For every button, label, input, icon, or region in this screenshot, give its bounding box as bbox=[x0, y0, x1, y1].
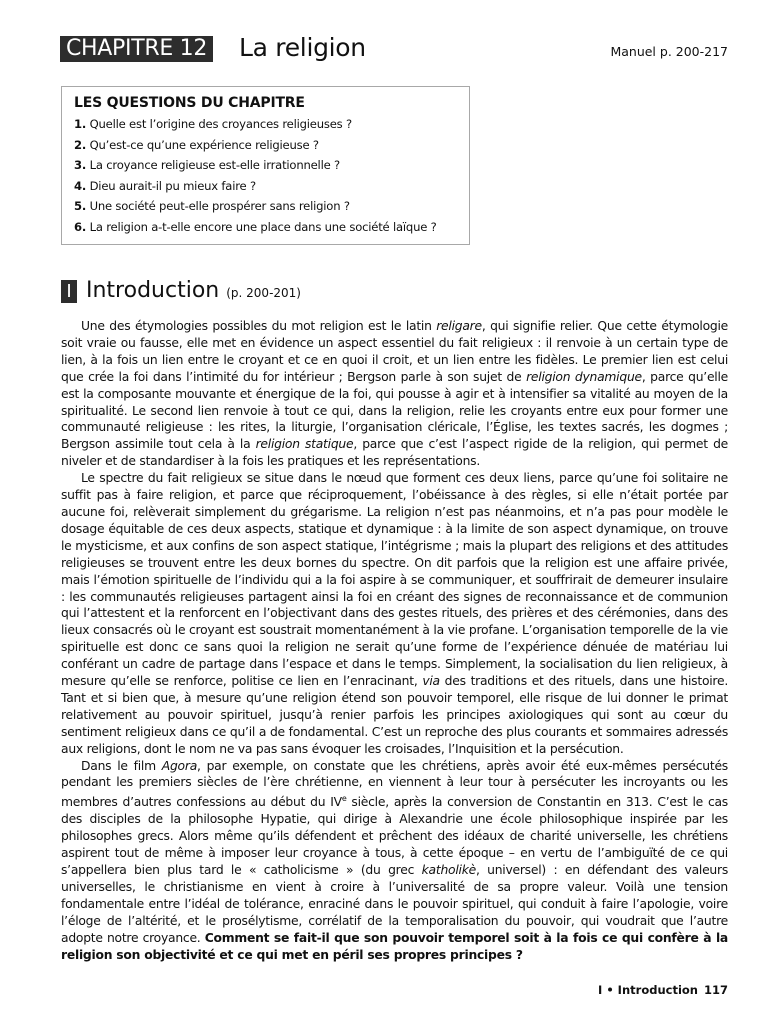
text-run: , parce que c’est l’aspect rigide de la religion, qui permet de niveler et de standardiser à la fois les pratiques et les représentations. bbox=[61, 437, 728, 469]
text-run: Le spectre du fait religieux se situe dans le nœud que forment ces deux liens, parce qu’une foi solitaire ne suffit pas à faire religion, et parce que réciproquement, l’obéissance à des règles, si elle n’était portée par aucune foi, relèverait simplement du grégarisme. La religion n’est pas néanmoins, et n’a pas pour modèle le dosage équitable de ces deux aspects, statique et dynamique : à la limite de son aspect dynamique, on trouve le mysticisme, et aux confins de son aspect statique, l’intégrisme ; mais la plupart des religions et des attitudes religieuses se trouvent entre les deux bornes du spectre. On dit parfois que la religion est une affaire privée, mais l’émotion spirituelle de l’individu qui a la foi aspire à se communiquer, et souffrirait de demeurer insulaire : les communautés religieuses partagent ainsi la foi en créant des signes de reconnaissance et de communion qui l’attestent et la renforcent en l’objectivant dans des gestes rituels, des prières et des cérémonies, dans des lieux consacrés où le croyant est soustrait momentanément à la vie profane. L’organisation temporelle de la vie spirituelle est donc ce sans quoi la religion ne serait qu’une forme de l’expérience dénuée de matériau lui conférant un cadre de partage dans l’espace et dans le temps. Simplement, la socialisation du lien religieux, à mesure qu’elle se renforce, politise ce lien en l’enracinant, bbox=[61, 471, 728, 689]
paragraph bbox=[61, 758, 728, 964]
text-run: , qui signifie relier. Que cette étymologie soit vraie ou fausse, elle met en évidence un aspect essentiel du fait religieux : il renvoie à un certain type de lien, à la fois un lien entre le croyant et ce en quoi il croit, et un lien entre les fidèles. Le premier lien est celui que crée la foi dans l’intimité du for intérieur ; Bergson parle à son sujet de bbox=[61, 319, 728, 384]
text-run: siècle, après la conversion de Constantin en 313. C’est le cas des disciples de la philosophe Hypatie, qui dirige à Alexandrie une école philosophique inspirée par les philosophes grecs. Alors même qu’ils défendent et prêchent des idéaux de charité universelle, les chrétiens aspirent tout de même à imposer leur croyance à tous, à cette époque – en vertu de l’ambiguïté de ce qui s’appellera bien plus tard le « catholicisme » (du grec bbox=[61, 795, 728, 878]
question-item bbox=[74, 114, 457, 135]
italic-text: via bbox=[422, 674, 440, 689]
page-number: 117 bbox=[703, 983, 728, 997]
section-pages: (p. 200-201) bbox=[226, 286, 301, 300]
italic-text: katholikè bbox=[421, 863, 476, 878]
text-run: Une des étymologies possibles du mot religion est le latin bbox=[81, 319, 437, 333]
question-item bbox=[74, 196, 457, 217]
question-text: La religion a-t-elle encore une place dans une société laïque ? bbox=[89, 219, 437, 234]
italic-text: religare bbox=[436, 319, 482, 333]
question-number: 3. bbox=[74, 158, 87, 173]
chapter-label: CHAPITRE 12 bbox=[60, 36, 213, 62]
question-number: 2. bbox=[74, 137, 87, 152]
question-text: Quelle est l’origine des croyances religieuses ? bbox=[89, 117, 352, 131]
question-text: Dieu aurait-il pu mieux faire ? bbox=[89, 178, 256, 193]
bold-question: Comment se fait-il que son pouvoir temporel soit à la fois ce qui confère à la religion son objectivité et ce qui met en péril ses propres principes ? bbox=[61, 930, 729, 962]
text-run: Dans le film bbox=[81, 758, 162, 773]
text-run: , parce qu’elle est la composante mouvante et énergique de la foi, qui pousse à agir et à intensifier sa vitalité au moyen de la spiritualité. Le second lien renvoie à tout ce qui, dans la religion, relie les croyants entre eux pour former une communauté religieuse : les rites, la liturgie, l’organisation cléricale, l’Église, les textes sacrés, les dogmes ; Bergson assimile tout cela à la bbox=[61, 369, 728, 452]
text-run: , par exemple, on constate que les chrétiens, après avoir été eux-mêmes persécutés pendant les premiers siècles de l’ère chrétienne, en viennent à leur tour à persécuter les incroyants ou les membres d’autres confessions au début du IV bbox=[61, 758, 728, 810]
question-number: 1. bbox=[74, 117, 87, 131]
italic-text: religion dynamique bbox=[526, 369, 642, 384]
manuel-page-reference: Manuel p. 200-217 bbox=[610, 44, 728, 59]
text-run: des traditions et des rituels, dans une histoire. Tant et si bien que, à mesure qu’une religion étend son pouvoir temporel, elle risque de lui donner le primat relativement au pouvoir spirituel, jusqu’à renier parfois les principes axiologiques qui sont au cœur du sentiment religieux dans ce qu’il a de fondamental. C’est un reproche des plus courants et sommaires adressés aux religions, dont le nom ne va pas sans évoquer les croisades, l’Inquisition et la persécution. bbox=[61, 674, 729, 756]
question-item bbox=[74, 176, 457, 197]
text-run: , universel) : en défendant des valeurs universelles, le christianisme en vient à croire à l’universalité de sa propre valeur. Voilà une tension fondamentale entre l’idéal de tolérance, enraciné dans le pouvoir spirituel, qui conduit à faire l’apologie, voire l’éloge de l’altérité, et le prosélytisme, corrélatif de la temporalisation du pouvoir, qui voudrait que l’autre adopte notre croyance. bbox=[61, 863, 728, 945]
section-numeral: I bbox=[61, 280, 77, 303]
question-item bbox=[74, 135, 457, 156]
page-footer bbox=[598, 983, 728, 997]
question-number: 6. bbox=[74, 219, 87, 234]
page-header bbox=[60, 33, 728, 68]
questions-list bbox=[74, 114, 457, 238]
question-item bbox=[74, 217, 457, 238]
question-number: 4. bbox=[74, 178, 87, 193]
chapter-title: La religion bbox=[239, 33, 366, 62]
question-item bbox=[74, 155, 457, 176]
body-text bbox=[61, 318, 728, 964]
section-title-line bbox=[86, 277, 301, 307]
questions-box-title: LES QUESTIONS DU CHAPITRE bbox=[74, 95, 305, 111]
question-text: Une société peut-elle prospérer sans religion ? bbox=[89, 199, 350, 214]
paragraph bbox=[61, 318, 728, 470]
question-text: La croyance religieuse est-elle irrationnelle ? bbox=[89, 158, 340, 173]
question-text: Qu’est-ce qu’une expérience religieuse ? bbox=[89, 137, 319, 152]
section-title: Introduction bbox=[86, 278, 220, 303]
italic-text: religion statique bbox=[255, 437, 354, 452]
chapter-questions-box bbox=[61, 86, 470, 245]
superscript: e bbox=[341, 794, 347, 804]
paragraph bbox=[61, 470, 728, 757]
footer-section-ref: I • Introduction bbox=[598, 983, 698, 997]
italic-text: Agora bbox=[161, 758, 198, 773]
question-number: 5. bbox=[74, 199, 87, 214]
